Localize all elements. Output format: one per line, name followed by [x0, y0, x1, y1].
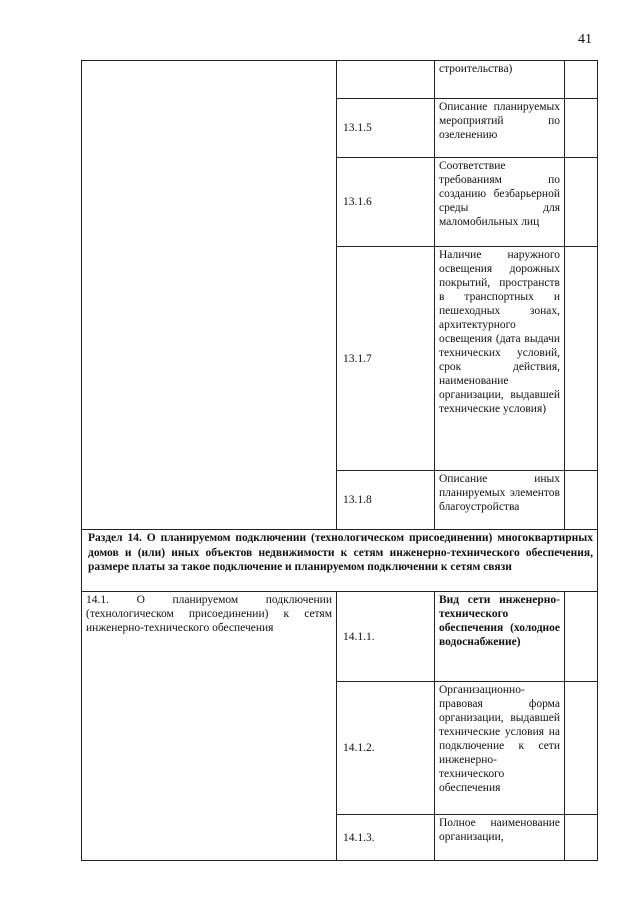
item-number-cell: 14.1.2.: [337, 682, 435, 815]
item-description: Наличие наружного освещения дорожных покрытий, пространств в транспортных и пешеходных зонах, архитектурного освещения (дата выдачи технических условий, срок действия, наименование организации, выдавшей технические условия): [439, 249, 560, 415]
item-description: Описание планируемых мероприятий по озеленению: [439, 101, 560, 141]
item-number-cell: 13.1.6: [337, 158, 435, 247]
item-description-cell: [435, 247, 565, 471]
group-14-1-label: 14.1. О планируемом подключении (технологическом присоединении) к сетям инженерно-технического обеспечения: [82, 592, 337, 861]
item-number-cell: [337, 61, 435, 99]
section-14-heading: Раздел 14. О планируемом подключении (технологическом присоединении) многоквартирных домов и (или) иных объектов недвижимости к сетям инженерно-технического обеспечения, размере платы за такое подключение и планируемом подключении к сетям связи: [82, 530, 598, 592]
item-number-cell: 14.1.3.: [337, 815, 435, 861]
value-cell: [565, 247, 598, 471]
value-cell: [565, 61, 598, 99]
item-number-cell: 13.1.8: [337, 471, 435, 530]
table-row: [82, 61, 598, 99]
item-description-cell: [435, 99, 565, 158]
section-heading-row: [82, 530, 598, 592]
item-description-cell: [435, 592, 565, 682]
value-cell: [565, 471, 598, 530]
item-description: Полное наименование организации,: [439, 817, 560, 843]
item-number-cell: 13.1.5: [337, 99, 435, 158]
item-description: Соответствие требованиям по созданию безбарьерной среды для маломобильных лиц: [439, 160, 560, 228]
value-cell: [565, 99, 598, 158]
item-description: Организационно-правовая форма организации, выдавшей технические условия на подключение к сети инженерно-технического обеспечения: [439, 684, 560, 794]
item-description-cell: [435, 682, 565, 815]
value-cell: [565, 815, 598, 861]
item-number-cell: 13.1.7: [337, 247, 435, 471]
value-cell: [565, 682, 598, 815]
item-description-cell: [435, 61, 565, 99]
item-description-cell: [435, 471, 565, 530]
value-cell: [565, 592, 598, 682]
document-table: [81, 60, 598, 861]
item-description-cell: [435, 158, 565, 247]
item-description: Вид сети инженерно-технического обеспечения (холодное водоснабжение): [439, 594, 560, 648]
item-description: Описание иных планируемых элементов благоустройства: [439, 473, 560, 513]
item-number-cell: 14.1.1.: [337, 592, 435, 682]
table-row: [82, 592, 598, 682]
item-description-cell: [435, 815, 565, 861]
empty-left-cell: [82, 61, 337, 530]
item-description: строительства): [439, 63, 513, 75]
page-number: 41: [578, 32, 592, 47]
value-cell: [565, 158, 598, 247]
